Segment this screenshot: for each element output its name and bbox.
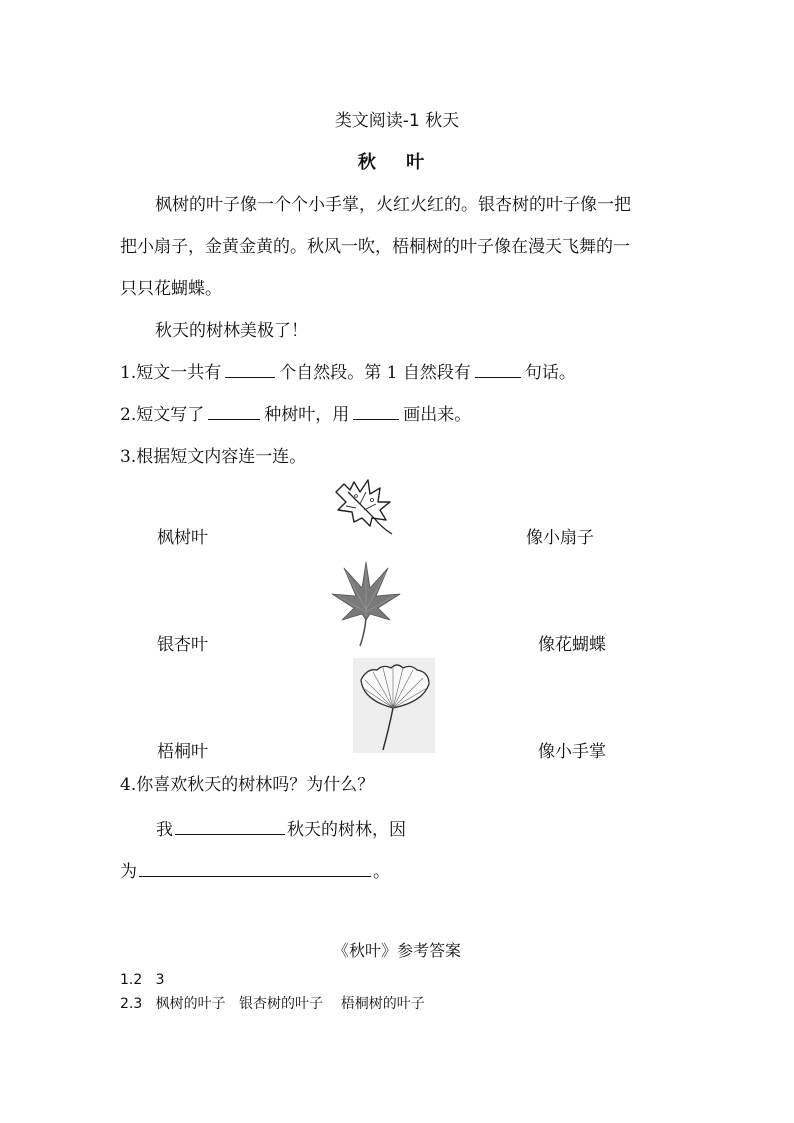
question-1-part-c: 句话。	[524, 363, 576, 383]
question-4-line-1	[156, 815, 406, 840]
ginkgo-leaf-icon	[353, 658, 435, 753]
answer-blank[interactable]	[139, 875, 371, 877]
question-4: 4.你喜欢秋天的树林吗？为什么？	[120, 775, 375, 795]
question-2-part-c: 画出来。	[403, 405, 472, 425]
passage-line-3: 只只花蝴蝶。	[120, 279, 222, 299]
answer-1: 1.2 3	[120, 972, 165, 988]
answer-blank[interactable]	[208, 418, 260, 420]
question-4-line-2-prefix: 为	[120, 862, 137, 882]
question-4-line-2-end: 。	[373, 862, 390, 882]
answer-2: 2.3 枫树的叶子 银杏树的叶子 梧桐树的叶子	[120, 996, 425, 1012]
question-2	[120, 400, 471, 425]
question-1	[120, 358, 576, 383]
question-4-suffix: 秋天的树林，因	[287, 820, 406, 840]
question-2-part-a: 2.短文写了	[120, 405, 205, 425]
match-left-maple: 枫树叶	[157, 528, 208, 548]
answer-blank[interactable]	[353, 418, 399, 420]
match-left-ginkgo: 银杏叶	[157, 635, 208, 655]
question-2-part-b: 种树叶，用	[264, 405, 350, 425]
question-4-prefix: 我	[156, 820, 173, 840]
match-right-palm: 像小手掌	[538, 742, 606, 762]
passage-line-4: 秋天的树林美极了！	[155, 321, 308, 341]
answer-key-title: 《秋叶》参考答案	[332, 941, 461, 960]
answer-blank[interactable]	[225, 376, 275, 378]
match-left-wutong: 梧桐叶	[157, 742, 208, 762]
passage-line-1: 枫树的叶子像一个个小手掌，火红火红的。银杏树的叶子像一把	[155, 195, 631, 215]
outline-leaf-icon	[330, 474, 398, 542]
document-title: 类文阅读-1 秋天	[334, 111, 460, 131]
match-right-butterfly: 像花蝴蝶	[538, 635, 606, 655]
answer-blank[interactable]	[475, 376, 521, 378]
match-right-fan: 像小扇子	[526, 528, 594, 548]
answer-blank[interactable]	[175, 833, 285, 835]
question-3: 3.根据短文内容连一连。	[120, 447, 307, 467]
question-4-line-2	[120, 857, 390, 882]
maple-leaf-icon	[330, 558, 402, 648]
passage-title: 秋 叶	[357, 152, 437, 173]
passage-line-2: 把小扇子，金黄金黄的。秋风一吹，梧桐树的叶子像在漫天飞舞的一	[120, 237, 630, 257]
question-1-part-b: 个自然段。第 1 自然段有	[279, 363, 471, 383]
question-1-part-a: 1.短文一共有	[120, 363, 222, 383]
